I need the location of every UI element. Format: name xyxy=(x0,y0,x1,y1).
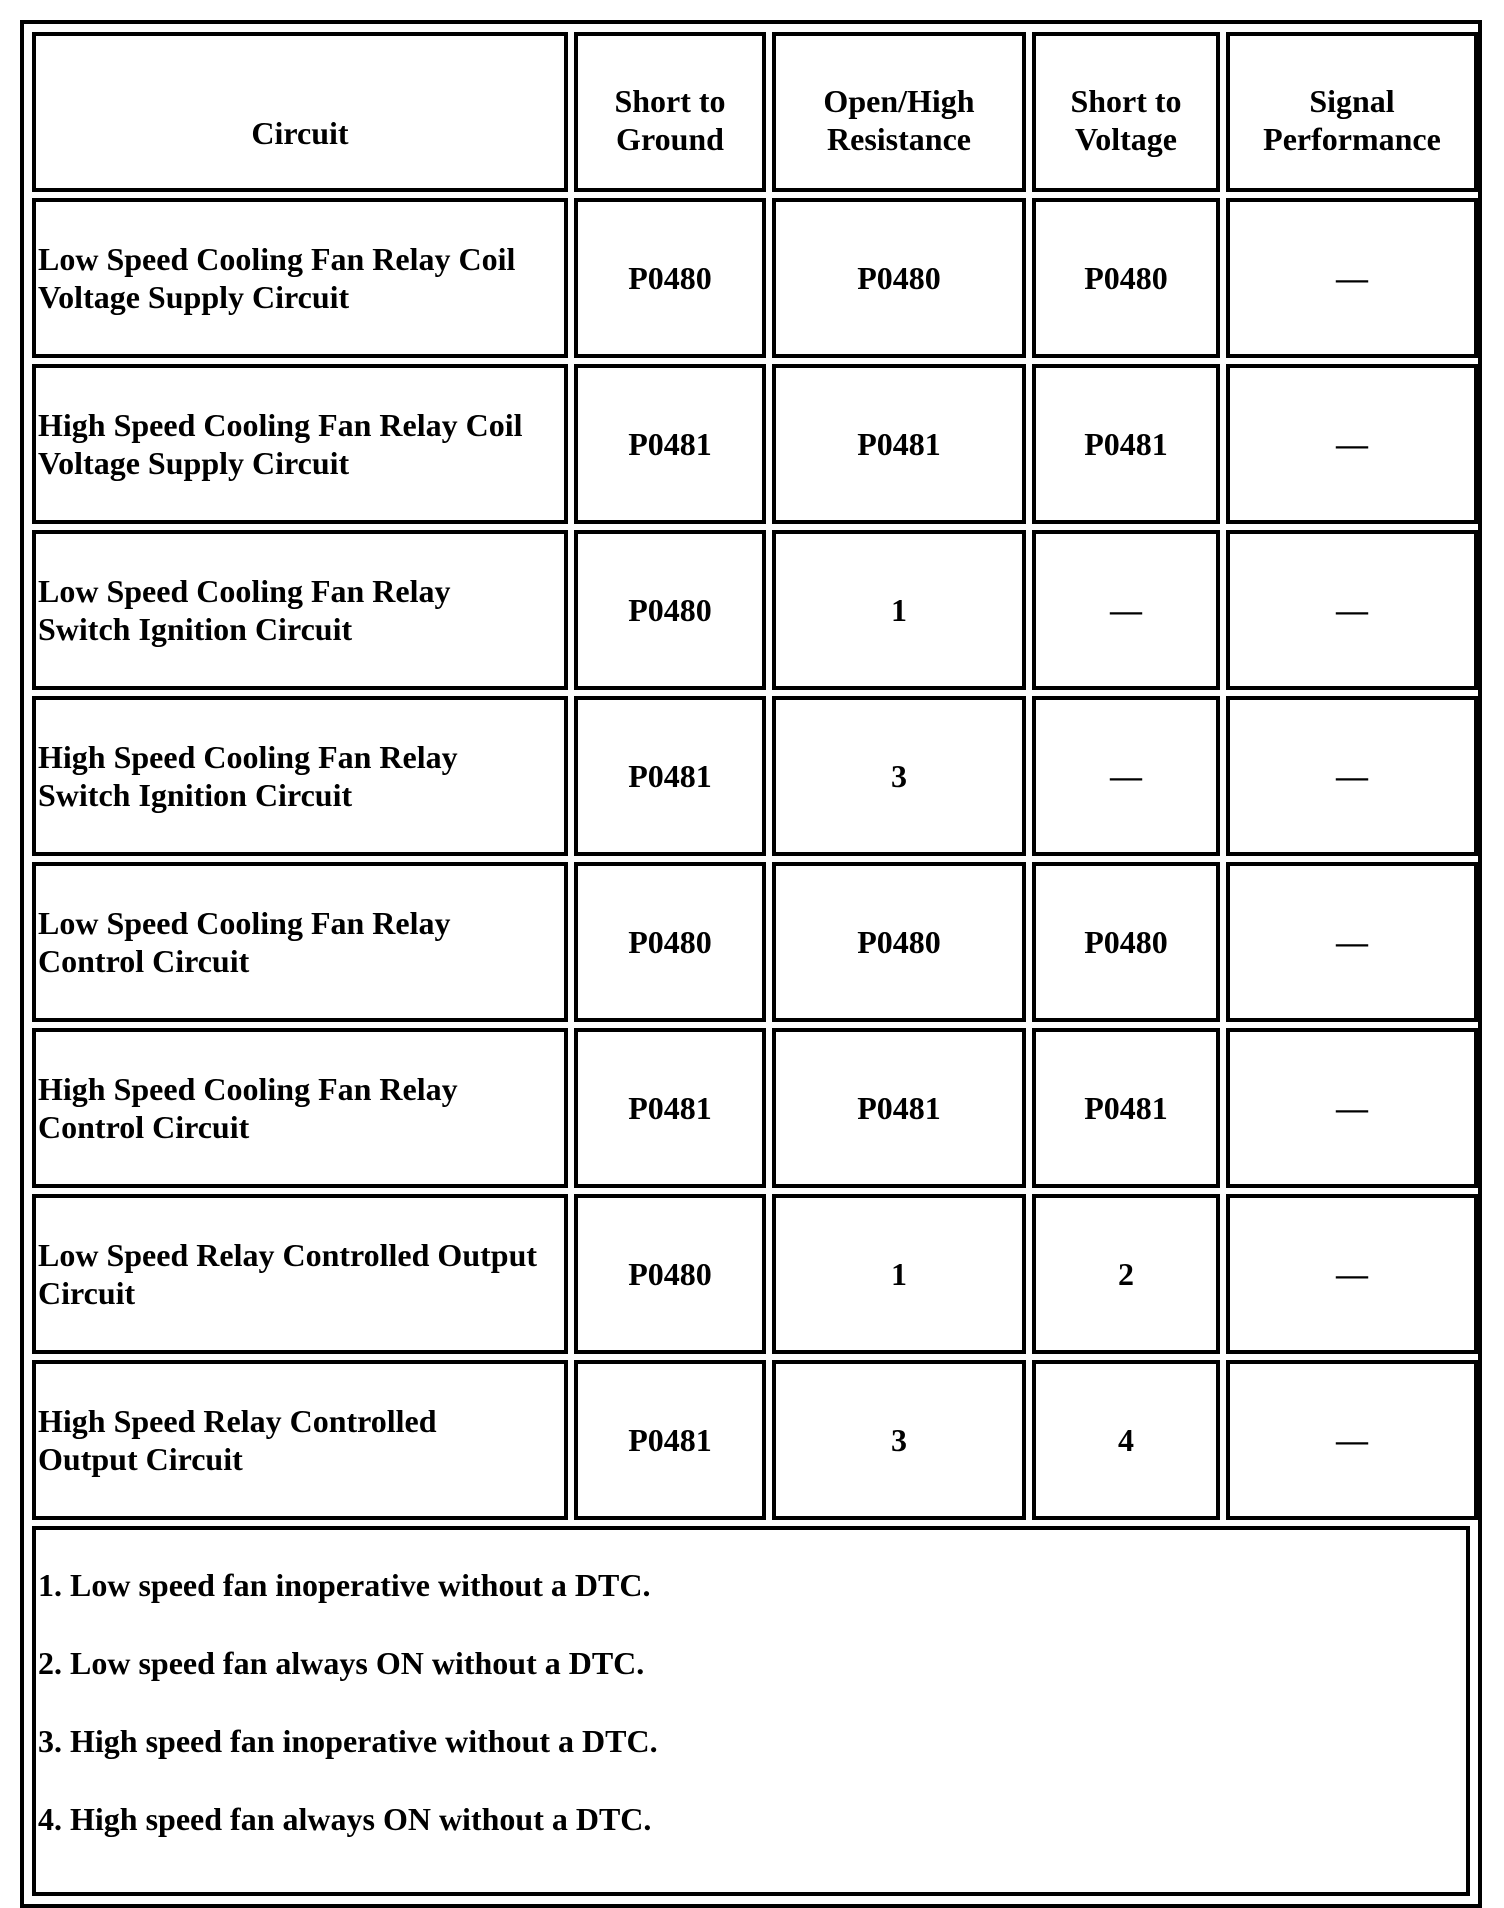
circuit-line: High Speed Cooling Fan Relay Coil xyxy=(38,407,523,443)
circuit-cell xyxy=(32,862,568,1022)
short-to-voltage-cell: — xyxy=(1032,696,1220,856)
short-to-voltage-cell: 4 xyxy=(1032,1360,1220,1520)
table-row xyxy=(32,198,1478,358)
header-short-to-ground xyxy=(574,32,766,192)
circuit-cell xyxy=(32,696,568,856)
signal-performance-cell: — xyxy=(1226,198,1478,358)
short-to-ground-cell: P0481 xyxy=(574,364,766,524)
header-line: Voltage xyxy=(1075,121,1177,157)
notes-section xyxy=(32,1526,1470,1896)
signal-performance-cell: — xyxy=(1226,1360,1478,1520)
short-to-ground-cell: P0480 xyxy=(574,530,766,690)
short-to-voltage-cell: — xyxy=(1032,530,1220,690)
open-high-resistance-cell: P0481 xyxy=(772,1028,1026,1188)
signal-performance-cell: — xyxy=(1226,1194,1478,1354)
header-line: Resistance xyxy=(827,121,971,157)
open-high-resistance-cell: 3 xyxy=(772,1360,1026,1520)
short-to-ground-cell: P0481 xyxy=(574,1028,766,1188)
table-row xyxy=(32,696,1478,856)
circuit-cell xyxy=(32,530,568,690)
signal-performance-cell: — xyxy=(1226,696,1478,856)
circuit-line: Output Circuit xyxy=(38,1441,243,1477)
short-to-ground-cell: P0481 xyxy=(574,696,766,856)
circuit-line: Voltage Supply Circuit xyxy=(38,279,350,315)
short-to-ground-cell: P0480 xyxy=(574,1194,766,1354)
note-2: 2. Low speed fan always ON without a DTC. xyxy=(38,1645,645,1681)
circuit-line: Control Circuit xyxy=(38,943,250,979)
circuit-line: High Speed Relay Controlled xyxy=(38,1403,437,1439)
header-line: Ground xyxy=(616,121,724,157)
circuit-cell xyxy=(32,198,568,358)
circuit-line: Low Speed Cooling Fan Relay Coil xyxy=(38,241,516,277)
circuit-line: Control Circuit xyxy=(38,1109,250,1145)
signal-performance-cell: — xyxy=(1226,530,1478,690)
header-line: Short to xyxy=(614,83,726,119)
note-3: 3. High speed fan inoperative without a DTC. xyxy=(38,1723,658,1759)
short-to-ground-cell: P0480 xyxy=(574,862,766,1022)
header-signal-performance xyxy=(1226,32,1478,192)
circuit-line: High Speed Cooling Fan Relay xyxy=(38,1071,458,1107)
table-row xyxy=(32,1194,1478,1354)
header-open-high-resistance xyxy=(772,32,1026,192)
short-to-voltage-cell: P0481 xyxy=(1032,1028,1220,1188)
header-short-to-voltage xyxy=(1032,32,1220,192)
circuit-cell xyxy=(32,1028,568,1188)
table-row xyxy=(32,1360,1478,1520)
table-row xyxy=(32,862,1478,1022)
header-circuit xyxy=(32,32,568,192)
circuit-cell xyxy=(32,1194,568,1354)
table-row xyxy=(32,364,1478,524)
signal-performance-cell: — xyxy=(1226,862,1478,1022)
circuit-line: Switch Ignition Circuit xyxy=(38,611,353,647)
header-row xyxy=(32,32,1478,192)
open-high-resistance-cell: 3 xyxy=(772,696,1026,856)
circuit-line: Low Speed Cooling Fan Relay xyxy=(38,573,451,609)
short-to-voltage-cell: 2 xyxy=(1032,1194,1220,1354)
signal-performance-cell: — xyxy=(1226,364,1478,524)
dtc-table xyxy=(26,26,1484,1526)
header-line: Performance xyxy=(1263,121,1441,157)
open-high-resistance-cell: P0480 xyxy=(772,198,1026,358)
open-high-resistance-cell: P0481 xyxy=(772,364,1026,524)
header-line: Signal xyxy=(1309,83,1395,119)
note-4: 4. High speed fan always ON without a DTC. xyxy=(38,1801,652,1837)
dtc-table-frame xyxy=(20,20,1482,1908)
short-to-voltage-cell: P0481 xyxy=(1032,364,1220,524)
header-circuit-label: Circuit xyxy=(251,115,349,151)
open-high-resistance-cell: P0480 xyxy=(772,862,1026,1022)
short-to-voltage-cell: P0480 xyxy=(1032,862,1220,1022)
circuit-cell xyxy=(32,1360,568,1520)
signal-performance-cell: — xyxy=(1226,1028,1478,1188)
table-row xyxy=(32,1028,1478,1188)
circuit-line: Low Speed Cooling Fan Relay xyxy=(38,905,451,941)
circuit-line: Circuit xyxy=(38,1275,136,1311)
table-row xyxy=(32,530,1478,690)
circuit-line: Switch Ignition Circuit xyxy=(38,777,353,813)
short-to-ground-cell: P0481 xyxy=(574,1360,766,1520)
circuit-line: Low Speed Relay Controlled Output xyxy=(38,1237,538,1273)
circuit-line: High Speed Cooling Fan Relay xyxy=(38,739,458,775)
short-to-ground-cell: P0480 xyxy=(574,198,766,358)
open-high-resistance-cell: 1 xyxy=(772,1194,1026,1354)
note-1: 1. Low speed fan inoperative without a DTC. xyxy=(38,1567,651,1603)
circuit-line: Voltage Supply Circuit xyxy=(38,445,350,481)
header-line: Short to xyxy=(1070,83,1182,119)
circuit-cell xyxy=(32,364,568,524)
short-to-voltage-cell: P0480 xyxy=(1032,198,1220,358)
open-high-resistance-cell: 1 xyxy=(772,530,1026,690)
header-line: Open/High xyxy=(823,83,975,119)
